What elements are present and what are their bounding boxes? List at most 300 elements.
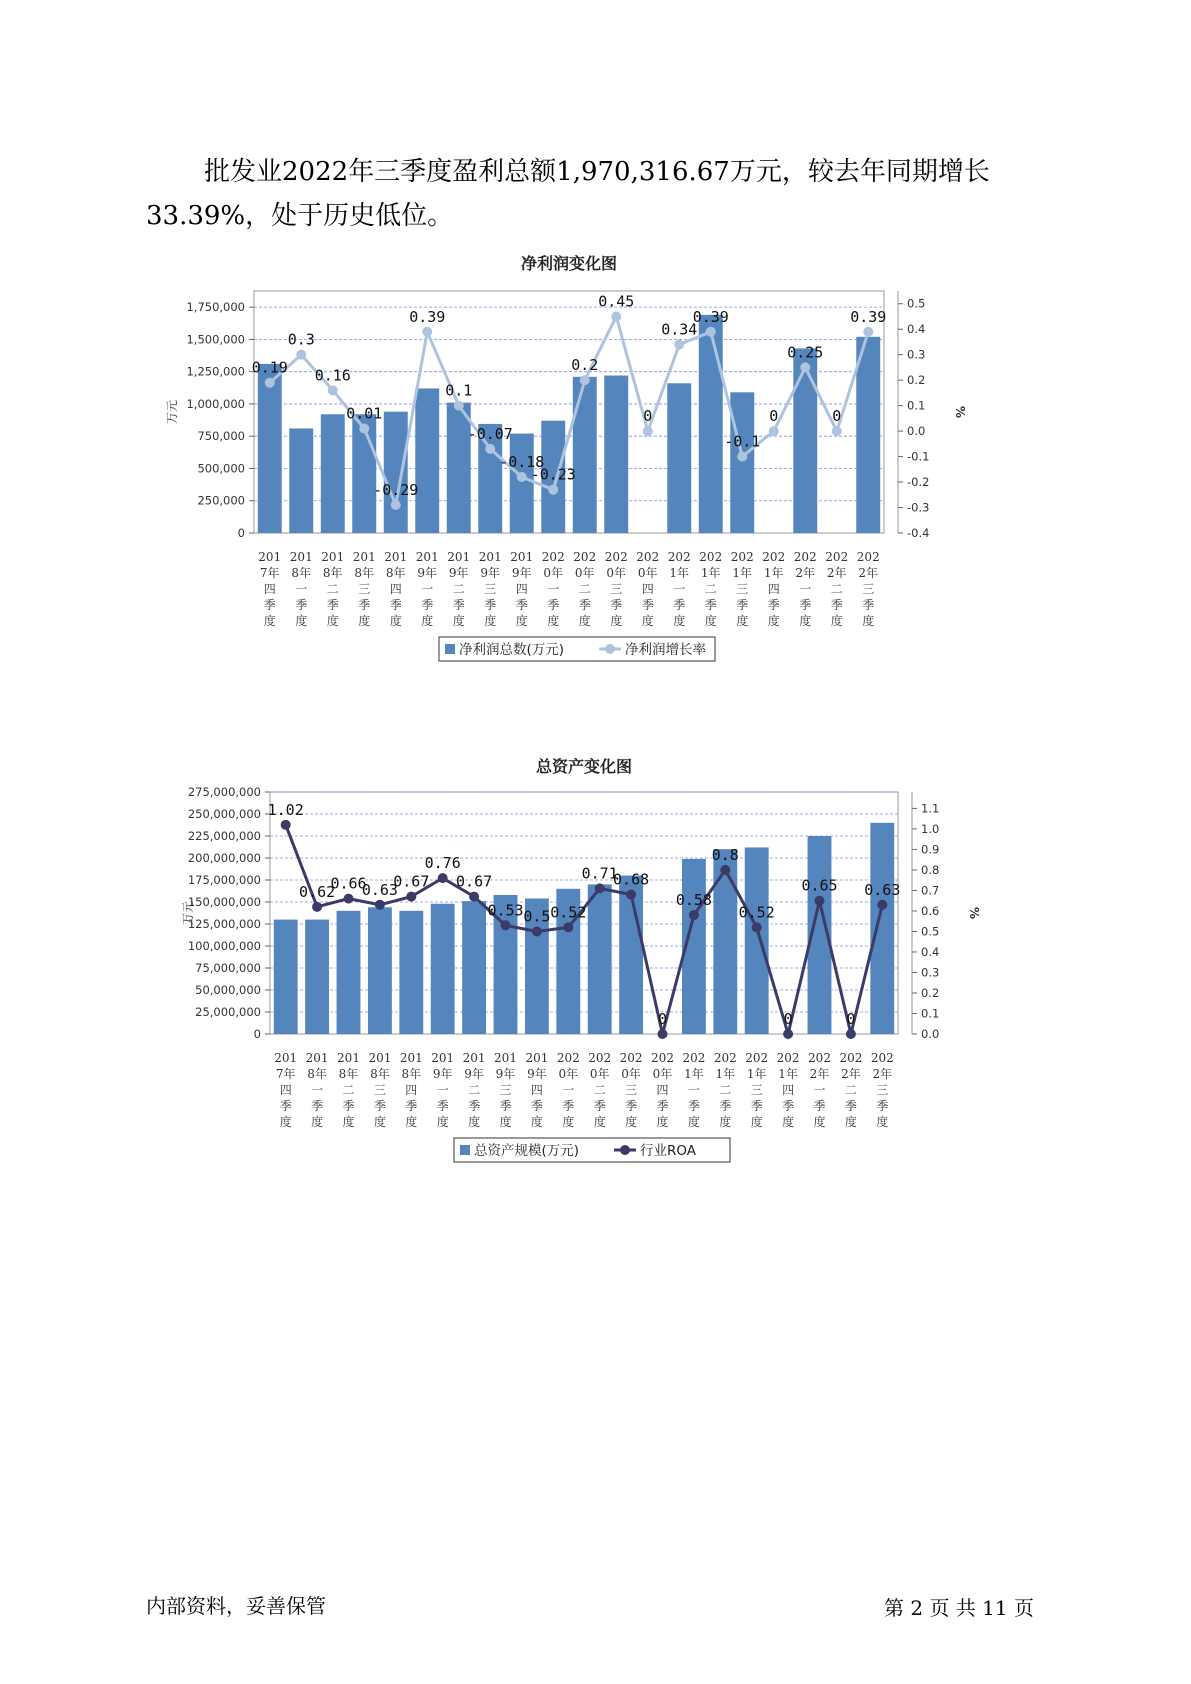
bar [384, 412, 408, 533]
line-point [769, 426, 779, 436]
x-tick-label: 四 [263, 582, 276, 596]
data-label: 0.8 [711, 845, 739, 864]
x-tick-label: 四 [767, 582, 780, 596]
x-tick-label: 8年 [370, 1067, 390, 1081]
data-label: 0.45 [598, 292, 635, 311]
x-tick-label: 9年 [527, 1067, 547, 1081]
x-tick-label: 度 [389, 614, 402, 628]
net-profit-chart [165, 254, 1070, 675]
legend-swatch-point [620, 1145, 630, 1155]
y-tick-label: 50,000,000 [195, 983, 261, 997]
x-tick-label: 季 [547, 598, 560, 612]
x-tick-label: 一 [673, 582, 686, 596]
x-tick-label: 0年 [621, 1067, 641, 1081]
line-point [359, 424, 369, 434]
x-tick-label: 度 [484, 614, 497, 628]
x-tick-label: 季 [295, 598, 308, 612]
footer-note: 内部资料，妥善保管 [146, 1594, 326, 1618]
line-point [815, 896, 825, 906]
page-number: 第 2 页 共 11 页 [884, 1596, 1034, 1620]
x-tick-label: 度 [263, 614, 276, 628]
data-label: 0.63 [864, 880, 901, 899]
x-tick-label: 季 [799, 598, 812, 612]
x-tick-label: 度 [876, 1115, 889, 1129]
legend-label-bar: 总资产规模(万元) [474, 1143, 580, 1159]
x-tick-label: 202 [619, 1051, 643, 1065]
x-tick-label: 季 [326, 598, 339, 612]
x-tick-label: 202 [556, 1051, 580, 1065]
x-tick-label: 三 [876, 1083, 889, 1097]
y2-tick-label: 0.4 [907, 322, 926, 337]
line-point [877, 900, 887, 910]
bar [431, 904, 455, 1034]
x-tick-label: 度 [468, 1115, 481, 1129]
y-tick-label: 1,000,000 [186, 396, 245, 411]
line-point [438, 873, 448, 883]
x-tick-label: 2年 [795, 566, 816, 580]
legend-swatch-bar [445, 644, 455, 654]
bar [713, 849, 737, 1034]
line-point [485, 444, 495, 454]
x-tick-label: 三 [484, 582, 497, 596]
x-tick-label: 季 [862, 598, 875, 612]
x-tick-label: 度 [311, 1115, 324, 1129]
data-label: 0 [832, 407, 842, 426]
x-tick-label: 202 [856, 550, 880, 564]
x-tick-label: 度 [641, 614, 654, 628]
line-point [580, 375, 590, 385]
x-tick-label: 202 [713, 1051, 737, 1065]
y2-tick-label: 0.1 [921, 1006, 940, 1021]
x-tick-label: 一 [436, 1083, 449, 1097]
x-tick-label: 202 [745, 1051, 769, 1065]
x-tick-label: 度 [719, 1115, 732, 1129]
x-tick-label: 201 [525, 1051, 549, 1065]
x-tick-label: 度 [813, 1115, 826, 1129]
x-tick-label: 季 [311, 1099, 324, 1113]
x-tick-label: 季 [358, 598, 371, 612]
data-label: 0.39 [692, 307, 729, 326]
x-tick-label: 一 [799, 582, 812, 596]
x-tick-label: 三 [499, 1083, 512, 1097]
data-label: 0.16 [314, 366, 351, 385]
y2-tick-label: 0.2 [921, 985, 940, 1000]
y-tick-label: 25,000,000 [195, 1005, 261, 1019]
x-tick-label: 季 [656, 1099, 669, 1113]
x-tick-label: 0年 [558, 1067, 579, 1081]
line-point [643, 426, 653, 436]
x-tick-label: 季 [736, 598, 749, 612]
data-label: -0.23 [530, 465, 576, 484]
bar [337, 911, 361, 1034]
data-label: -0.18 [499, 452, 545, 471]
x-tick-label: 季 [499, 1099, 512, 1113]
x-tick-label: 1年 [700, 566, 721, 580]
bar [321, 414, 345, 533]
line-point [689, 910, 699, 920]
data-label: 0 [783, 1010, 793, 1028]
data-label: 0.52 [738, 903, 775, 922]
x-tick-label: 度 [782, 1115, 795, 1129]
bar [667, 383, 691, 533]
x-tick-label: 201 [274, 1051, 298, 1065]
x-tick-label: 度 [279, 1115, 292, 1129]
data-label: 0.65 [801, 876, 838, 895]
x-tick-label: 2年 [809, 1067, 830, 1081]
x-tick-label: 四 [515, 582, 528, 596]
bar [699, 315, 723, 533]
x-tick-label: 四 [656, 1083, 669, 1097]
x-tick-label: 四 [641, 582, 654, 596]
y2-tick-label: -0.3 [907, 500, 930, 515]
y-tick-label: 1,250,000 [186, 364, 245, 379]
x-tick-label: 二 [844, 1083, 857, 1097]
y-tick-label: 0 [253, 1027, 261, 1041]
x-tick-label: 202 [541, 550, 565, 564]
y2-tick-label: 1.1 [921, 801, 940, 816]
data-label: 0.58 [675, 891, 712, 910]
chart-svg [170, 752, 1070, 1159]
data-label: 0.5 [523, 907, 551, 926]
y2-tick-label: 0.5 [921, 924, 940, 939]
x-tick-label: 201 [415, 550, 439, 564]
x-tick-label: 8年 [354, 566, 375, 580]
x-tick-label: 度 [687, 1115, 700, 1129]
data-label: 1.02 [267, 800, 304, 819]
y-tick-label: 500,000 [197, 461, 245, 476]
data-label: 0.3 [287, 330, 315, 349]
x-tick-label: 季 [373, 1099, 386, 1113]
y-tick-label: 1,750,000 [186, 300, 245, 315]
x-tick-label: 201 [447, 550, 471, 564]
x-tick-label: 度 [767, 614, 780, 628]
y-tick-label: 100,000,000 [187, 939, 261, 953]
x-tick-label: 三 [625, 1083, 638, 1097]
x-tick-label: 1年 [715, 1067, 736, 1081]
x-tick-label: 三 [862, 582, 875, 596]
x-tick-label: 季 [719, 1099, 732, 1113]
data-label: 0.68 [613, 870, 650, 889]
x-tick-label: 202 [604, 550, 628, 564]
x-tick-label: 季 [515, 598, 528, 612]
x-tick-label: 8年 [322, 566, 343, 580]
x-tick-label: 2年 [872, 1067, 893, 1081]
data-label: 0.1 [445, 381, 473, 400]
x-tick-label: 度 [562, 1115, 575, 1129]
line-point [737, 452, 747, 462]
line-point [674, 339, 684, 349]
data-label: 0.53 [487, 901, 524, 920]
data-label: 0.52 [550, 903, 587, 922]
x-tick-label: 201 [510, 550, 534, 564]
bar [258, 364, 282, 533]
y2-tick-label: 0.0 [907, 424, 926, 439]
y-tick-label: 1,500,000 [186, 332, 245, 347]
data-label: 0.39 [850, 307, 887, 326]
x-tick-label: 季 [830, 598, 843, 612]
x-tick-label: 三 [736, 582, 749, 596]
x-tick-label: 一 [687, 1083, 700, 1097]
line-point [563, 922, 573, 932]
x-tick-label: 202 [682, 1051, 706, 1065]
x-tick-label: 四 [405, 1083, 418, 1097]
x-tick-label: 2年 [826, 566, 847, 580]
x-tick-label: 7年 [275, 1067, 296, 1081]
x-tick-label: 1年 [684, 1067, 704, 1081]
x-tick-label: 9年 [432, 1067, 453, 1081]
x-tick-label: 度 [656, 1115, 669, 1129]
bar [604, 376, 628, 533]
x-tick-label: 二 [342, 1083, 355, 1097]
y2-tick-label: 0.9 [921, 842, 940, 857]
x-tick-label: 0年 [574, 566, 595, 580]
x-tick-label: 度 [421, 614, 434, 628]
line-point [611, 311, 621, 321]
x-tick-label: 四 [782, 1083, 795, 1097]
x-tick-label: 二 [593, 1083, 606, 1097]
bar [588, 884, 612, 1034]
x-tick-label: 202 [588, 1051, 612, 1065]
bar [399, 911, 423, 1034]
y-tick-label: 175,000,000 [187, 873, 261, 887]
x-tick-label: 9年 [480, 566, 501, 580]
x-tick-label: 三 [750, 1083, 763, 1097]
y2-tick-label: 0.6 [921, 903, 940, 918]
bar [462, 901, 486, 1034]
data-label: 0.67 [456, 872, 493, 891]
x-tick-label: 度 [405, 1115, 418, 1129]
x-tick-label: 202 [573, 550, 597, 564]
y2-tick-label: 0.7 [921, 883, 940, 898]
x-tick-label: 季 [436, 1099, 449, 1113]
x-tick-label: 202 [776, 1051, 800, 1065]
bar [305, 920, 329, 1034]
x-tick-label: 度 [515, 614, 528, 628]
line-point [406, 892, 416, 902]
x-tick-label: 202 [825, 550, 849, 564]
x-tick-label: 二 [704, 582, 717, 596]
y-tick-label: 225,000,000 [187, 829, 261, 843]
chart-title: 总资产变化图 [535, 757, 633, 776]
data-label: 0.2 [571, 356, 599, 375]
x-tick-label: 1年 [669, 566, 690, 580]
data-label: -0.1 [724, 432, 761, 451]
y-tick-label: 150,000,000 [187, 895, 261, 909]
x-tick-label: 季 [578, 598, 591, 612]
x-tick-label: 二 [326, 582, 339, 596]
x-tick-label: 季 [342, 1099, 355, 1113]
line-point [658, 1029, 668, 1039]
x-tick-label: 度 [610, 614, 623, 628]
x-tick-label: 季 [704, 598, 717, 612]
data-label: 0.71 [581, 864, 618, 883]
line-point [846, 1029, 856, 1039]
x-tick-label: 8年 [401, 1067, 422, 1081]
line-point [548, 485, 558, 495]
bar [856, 337, 880, 533]
x-tick-label: 度 [452, 614, 465, 628]
x-tick-label: 0年 [652, 1067, 673, 1081]
bar [415, 388, 439, 533]
x-tick-label: 一 [421, 582, 434, 596]
x-tick-label: 201 [337, 1051, 360, 1065]
legend-label-line: 行业ROA [640, 1143, 697, 1159]
x-tick-label: 202 [870, 1051, 894, 1065]
y2-axis-label: % [953, 405, 967, 419]
x-tick-label: 1年 [778, 1067, 798, 1081]
x-tick-label: 季 [610, 598, 623, 612]
x-tick-label: 一 [311, 1083, 324, 1097]
line-point [783, 1029, 793, 1039]
y-tick-label: 275,000,000 [187, 785, 261, 799]
x-tick-label: 三 [373, 1083, 386, 1097]
x-tick-label: 季 [452, 598, 465, 612]
x-tick-label: 度 [499, 1115, 512, 1129]
data-label: 0.66 [330, 874, 367, 893]
line-point [265, 378, 275, 388]
x-tick-label: 一 [547, 582, 560, 596]
bar [368, 907, 392, 1034]
x-tick-label: 季 [562, 1099, 575, 1113]
x-tick-label: 202 [762, 550, 786, 564]
x-tick-label: 度 [736, 614, 749, 628]
x-tick-label: 季 [405, 1099, 418, 1113]
x-tick-label: 8年 [291, 566, 312, 580]
bar [274, 920, 298, 1034]
line-point [344, 894, 354, 904]
paragraph-line-2: 33.39%，处于历史低位。 [146, 201, 454, 231]
line-point [422, 327, 432, 337]
line-point [328, 385, 338, 395]
line-point [706, 327, 716, 337]
chart-svg [165, 254, 1070, 675]
bar [793, 348, 817, 533]
x-tick-label: 8年 [307, 1067, 327, 1081]
line-point [501, 920, 511, 930]
x-tick-label: 二 [578, 582, 591, 596]
y-axis-label: 万元 [181, 900, 195, 926]
x-tick-label: 202 [808, 1051, 831, 1065]
x-tick-label: 度 [799, 614, 812, 628]
x-tick-label: 0年 [606, 566, 627, 580]
x-tick-label: 二 [468, 1083, 481, 1097]
y2-tick-label: 0.2 [907, 373, 926, 388]
line-point [281, 820, 291, 830]
legend-swatch-point [605, 644, 615, 654]
x-tick-label: 2年 [858, 566, 879, 580]
x-tick-label: 202 [730, 550, 754, 564]
x-tick-label: 四 [530, 1083, 543, 1097]
x-tick-label: 202 [651, 1051, 674, 1065]
y2-tick-label: 0.1 [907, 398, 926, 413]
x-tick-label: 三 [610, 582, 623, 596]
x-tick-label: 8年 [338, 1067, 359, 1081]
x-tick-label: 1年 [746, 1067, 767, 1081]
line-point [532, 926, 542, 936]
x-tick-label: 201 [462, 1051, 486, 1065]
bar [745, 847, 769, 1034]
x-tick-label: 度 [373, 1115, 386, 1129]
data-label: 0.67 [393, 872, 430, 891]
chart-title: 净利润变化图 [520, 254, 618, 273]
y2-tick-label: 0.3 [907, 347, 926, 362]
body-paragraph [146, 150, 1046, 238]
x-tick-label: 季 [530, 1099, 543, 1113]
y-tick-label: 250,000 [197, 493, 245, 508]
y2-tick-label: 0.0 [921, 1027, 940, 1041]
x-tick-label: 201 [431, 1051, 455, 1065]
x-tick-label: 201 [399, 1051, 423, 1065]
x-tick-label: 202 [793, 550, 817, 564]
data-label: 0 [643, 407, 653, 426]
line-point [375, 900, 385, 910]
x-tick-label: 季 [593, 1099, 606, 1113]
x-tick-label: 201 [289, 550, 313, 564]
y-axis-label: 万元 [165, 399, 179, 425]
y2-tick-label: -0.1 [907, 449, 930, 464]
data-label: 0.39 [409, 307, 446, 326]
x-tick-label: 201 [352, 550, 376, 564]
x-tick-label: 201 [384, 550, 408, 564]
paragraph-line-1: 批发业2022年三季度盈利总额1,970,316.67万元，较去年同期增长 [204, 157, 990, 187]
x-tick-label: 0年 [543, 566, 564, 580]
line-point [391, 500, 401, 510]
x-tick-label: 度 [578, 614, 591, 628]
x-tick-label: 度 [625, 1115, 638, 1129]
x-tick-label: 度 [530, 1115, 543, 1129]
bar [870, 823, 894, 1034]
x-tick-label: 度 [750, 1115, 763, 1129]
x-tick-label: 度 [673, 614, 686, 628]
line-point [595, 883, 605, 893]
x-tick-label: 度 [862, 614, 875, 628]
x-tick-label: 度 [326, 614, 339, 628]
y-tick-label: 0 [237, 526, 245, 540]
x-tick-label: 201 [494, 1051, 517, 1065]
x-tick-label: 201 [321, 550, 345, 564]
y2-axis-label: % [967, 906, 981, 920]
x-tick-label: 201 [305, 1051, 329, 1065]
bar [289, 428, 313, 533]
x-tick-label: 202 [667, 550, 691, 564]
data-label: 0.19 [251, 358, 288, 377]
y-tick-label: 750,000 [197, 429, 245, 444]
x-tick-label: 度 [830, 614, 843, 628]
y-tick-label: 200,000,000 [187, 851, 261, 865]
x-tick-label: 季 [844, 1099, 857, 1113]
x-tick-label: 二 [452, 582, 465, 596]
x-tick-label: 7年 [259, 566, 280, 580]
x-tick-label: 季 [641, 598, 654, 612]
x-tick-label: 度 [704, 614, 717, 628]
x-tick-label: 度 [844, 1115, 857, 1129]
line-point [720, 865, 730, 875]
x-tick-label: 季 [263, 598, 276, 612]
x-tick-label: 9年 [511, 566, 532, 580]
line-point [517, 472, 527, 482]
y2-tick-label: 0.5 [907, 296, 926, 311]
x-tick-label: 季 [625, 1099, 638, 1113]
data-label: -0.29 [373, 480, 419, 499]
x-tick-label: 季 [687, 1099, 700, 1113]
data-label: -0.07 [467, 424, 513, 443]
x-tick-label: 1年 [732, 566, 753, 580]
x-tick-label: 度 [295, 614, 308, 628]
y2-tick-label: -0.2 [907, 475, 930, 490]
x-tick-label: 度 [342, 1115, 355, 1129]
x-tick-label: 季 [813, 1099, 826, 1113]
x-tick-label: 0年 [589, 1067, 610, 1081]
